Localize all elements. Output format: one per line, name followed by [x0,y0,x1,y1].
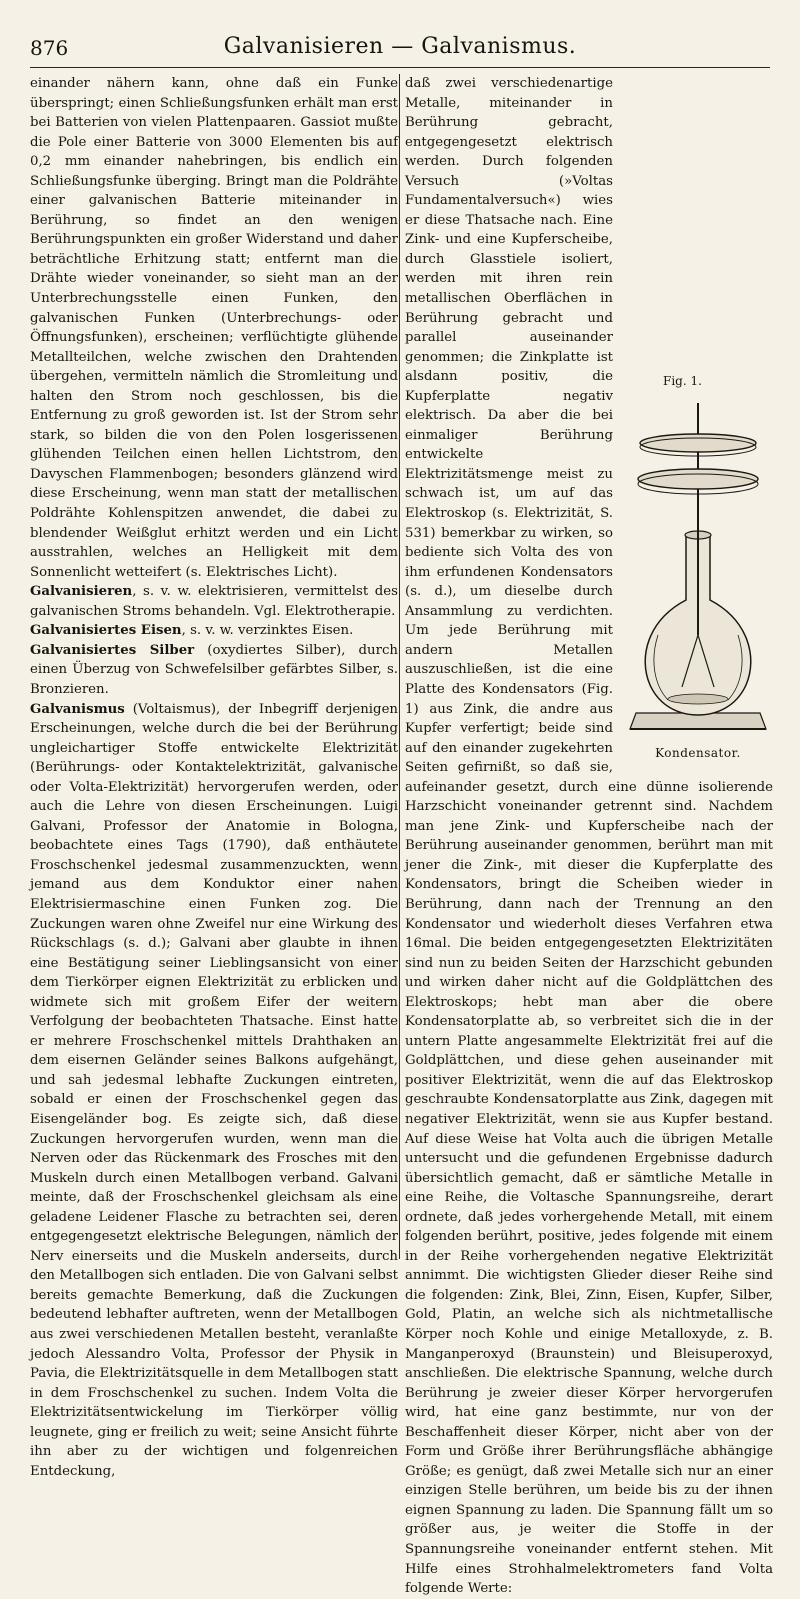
entry-galvanisiertes-eisen [30,621,398,641]
right-column [405,74,773,1597]
entry-text: (Voltaismus), der Inbegriff derjenigen Erscheinungen, welche durch die bei der Berührung ungleichartiger Stoffe entwickelte Elektrizität (Berührungs- oder Kontaktelektrizität, galvanische oder Volta-Elektrizität) hervorgerufen werden, oder auch die Lehre von diesen Erscheinungen. Luigi Galvani, Professor der Anatomie in Bologna, beobachtete eines Tags (1790), daß enthäutete Froschschenkel jedesmal zusammenzuckten, wenn jemand aus dem Konduktor einer nahen Elektrisiermaschine einen Funken zog. Die Zuckungen waren ohne Zweifel nur eine Wirkung des Rückschlags (s. d.); Galvani aber glaubte in ihnen eine Bestätigung seiner Lieblingsansicht von einer dem Tierkörper eignen Elektrizität zu erblicken und widmete sich mit großem Eifer der weitern Verfolgung der beobachteten Thatsache. Einst hatte er mehrere Froschschenkel mittels Drahthaken an dem eisernen Geländer seines Balkons aufgehängt, und sah jedesmal lebhafte Zuckungen eintreten, sobald er einen der Froschschenkel gegen das Eisengeländer bog. Es zeigte sich, daß diese Zuckungen hervorgerufen wurden, wenn man die Nerven oder das Rückenmark des Frosches mit den Muskeln durch einen Metallbogen verband. Galvani meinte, daß der Froschschenkel gleichsam als eine geladene Leidener Flasche zu betrachten sei, deren entgegengesetzt elektrische Belegungen, nämlich der Nerv einerseits und die Muskeln anderseits, durch den Metallbogen sich entladen. Die von Galvani selbst bereits gemachte Bemerkung, daß die Zuckungen bedeutend lebhafter auftreten, wenn der Metallbogen aus zwei verschiedenen Metallen besteht, veranlaßte jedoch Alessandro Volta, Professor der Physik in Pavia, die Elektrizitätsquelle in dem Metallbogen statt in dem Froschschenkel zu suchen. Indem Volta die Elektrizitätsentwickelung im Tierkörper völlig leugnete, ging er freilich zu weit; seine Ansicht führte ihn aber zu der wichtigen und folgenreichen Entdeckung, [30,701,398,1479]
entry-text: , s. v. w. verzinktes Eisen. [181,623,354,639]
headword: Galvanisiertes Eisen [30,623,182,639]
header-rule [30,67,770,68]
entry-galvanismus [30,700,398,1482]
paragraph: einander nähern kann, ohne daß ein Funke überspringt; einen Schließungsfunken erhält man erst bei Batterien von vielen Plattenpaaren. Gassiot mußte die Pole einer Batterie von 3000 Elementen bis auf 0,2 mm einander nahebringen, bis endlich ein Schließungsfunke überging. Bringt man die Poldrähte einer galvanischen Batterie miteinander in Berührung, so findet an den wenigen Berührungspunkten ein großer Widerstand und daher beträchtliche Erhitzung statt; entfernt man die Drähte wieder voneinander, so sieht man an der Unterbrechungsstelle einen Funken, den galvanischen Funken (Unterbrechungs- oder Öffnungsfunken), erscheinen; verflüchtigte glühende Metallteilchen, welche zwischen den Drahtenden übergehen, vermitteln nämlich die Stromleitung und halten den Strom noch geschlossen, bis die Entfernung zu groß geworden ist. Ist der Strom sehr stark, so bilden die von den Polen losgerissenen glühenden Teilchen einen hellen Lichtstrom, den Davyschen Flammenbogen; besonders glänzend wird diese Erscheinung, wenn man statt der metallischen Poldrähte Kohlenspitzen anwendet, die dabei zu blendender Weißglut erhitzt werden und ein Licht ausstrahlen, welches an Helligkeit mit dem Sonnenlicht wetteifert (s. Elektrisches Licht). [30,76,398,580]
column-divider [399,74,400,1259]
figure-label: Fig. 1. [663,374,702,388]
figure-caption: Kondensator. [655,746,741,760]
page-header [30,34,770,64]
entry-galvanisiertes-silber [30,641,398,700]
figure-kondensator [623,374,773,761]
headword: Galvanismus [30,701,125,717]
headword: Galvanisieren [30,584,133,600]
entry-galvanisieren [30,582,398,621]
entry-text: (oxydiertes Silber), durch einen Überzug von Schwefelsilber gefärbtes Silber, s. Bronzieren. [30,642,398,697]
kondensator-drawing-icon [628,395,768,740]
entry-text: , s. v. w. elektrisieren, vermittelst des galvanischen Stroms behandeln. Vgl. Elektrotherapie. [30,584,398,619]
running-head: Galvanisieren — Galvanismus. [223,34,577,59]
paragraph: daß zwei verschiedenartige Metalle, miteinander in Berührung gebracht, entgegengesetzt elektrisch werden. Durch folgenden Versuch (»Voltas Fundamentalversuch«) wies er diese Thatsache nach. Eine Zink- und eine Kupferscheibe, durch Glasstiele isoliert, werden mit ihren rein metallischen Oberflächen in Berührung gebracht und parallel auseinander genommen; die Zinkplatte ist alsdann positiv, die Kupferplatte negativ elektrisch. Da aber die bei einmaliger Berührung entwickelte Elektrizitätsmenge meist zu schwach ist, um auf das Elektroskop (s. Elektrizität, S. 531) bemerkbar zu wirken, so bediente sich Volta des von ihm erfundenen Kondensators (s. d.), um dieselbe durch Ansammlung zu verdichten. Um jede Berührung mit andern Metallen auszuschließen, ist die eine Platte des Kondensators (Fig. 1) aus Zink, die andre aus Kupfer verfertigt; beide sind auf den einander zugekehrten Seiten gefirnißt, so daß sie, aufeinander gesetzt, durch eine dünne isolierende Harzschicht voneinander getrennt sind. Nachdem man jene Zink- und Kupferscheibe nach der Berührung auseinander genommen, berührt man mit jener die Zink-, mit dieser die Kupferplatte des Kondensators, bringt die Scheiben wieder in Berührung, dann nach der Trennung an den Kondensator und wiederholt dieses Verfahren etwa 16mal. Die beiden entgegengesetzten Elektrizitäten sind nun zu beiden Seiten der Harzschicht gebunden und wirken daher nicht auf die Goldplättchen des Elektroskops; hebt man aber die obere Kondensatorplatte ab, so verbreitet sich die in der untern Platte angesammelte Elektrizität frei auf die Goldplättchen, und diese gehen auseinander mit positiver Elektrizität, wenn die auf das Elektroskop geschraubte Kondensatorplatte aus Zink, dagegen mit negativer Elektrizität, wenn sie aus Kupfer bestand. Auf diese Weise hat Volta auch die übrigen Metalle untersucht und die gefundenen Ergebnisse dadurch übersichtlich gemacht, daß er sämtliche Metalle in eine Reihe, die Voltasche Spannungsreihe, derart ordnete, daß jedes vorhergehende Metall, mit einem folgenden berührt, positive, jedes folgende mit einem in der Reihe vorhergehenden negative Elektrizität annimmt. Die wichtigsten Glieder dieser Reihe sind die folgenden: Zink, Blei, Zinn, Eisen, Kupfer, Silber, Gold, Platin, an welche sich als nichtmetallische Körper noch Kohle und einige Metalloxyde, z. B. Manganperoxyd (Braunstein) und Bleisuperoxyd, anschließen. Die elektrische Spannung, welche durch Berührung je zweier dieser Körper hervorgerufen wird, hat eine ganz bestimmte, nur von der Beschaffenheit dieser Körper, nicht aber von der Form und Größe ihrer Berührungsfläche abhängige Größe; es genügt, daß zwei Metalle sich nur an einer einzigen Stelle berühren, um beide bis zu der ihnen eignen Spannung zu laden. Die Spannung fällt um so größer aus, je weiter die Stoffe in der Spannungsreihe voneinander entfernt stehen. Mit Hilfe eines Strohhalmelektrometers fand Volta folgende Werte: [405,76,773,1597]
left-column [30,74,398,1479]
page-number: 876 [30,36,69,60]
headword: Galvanisiertes Silber [30,642,195,658]
